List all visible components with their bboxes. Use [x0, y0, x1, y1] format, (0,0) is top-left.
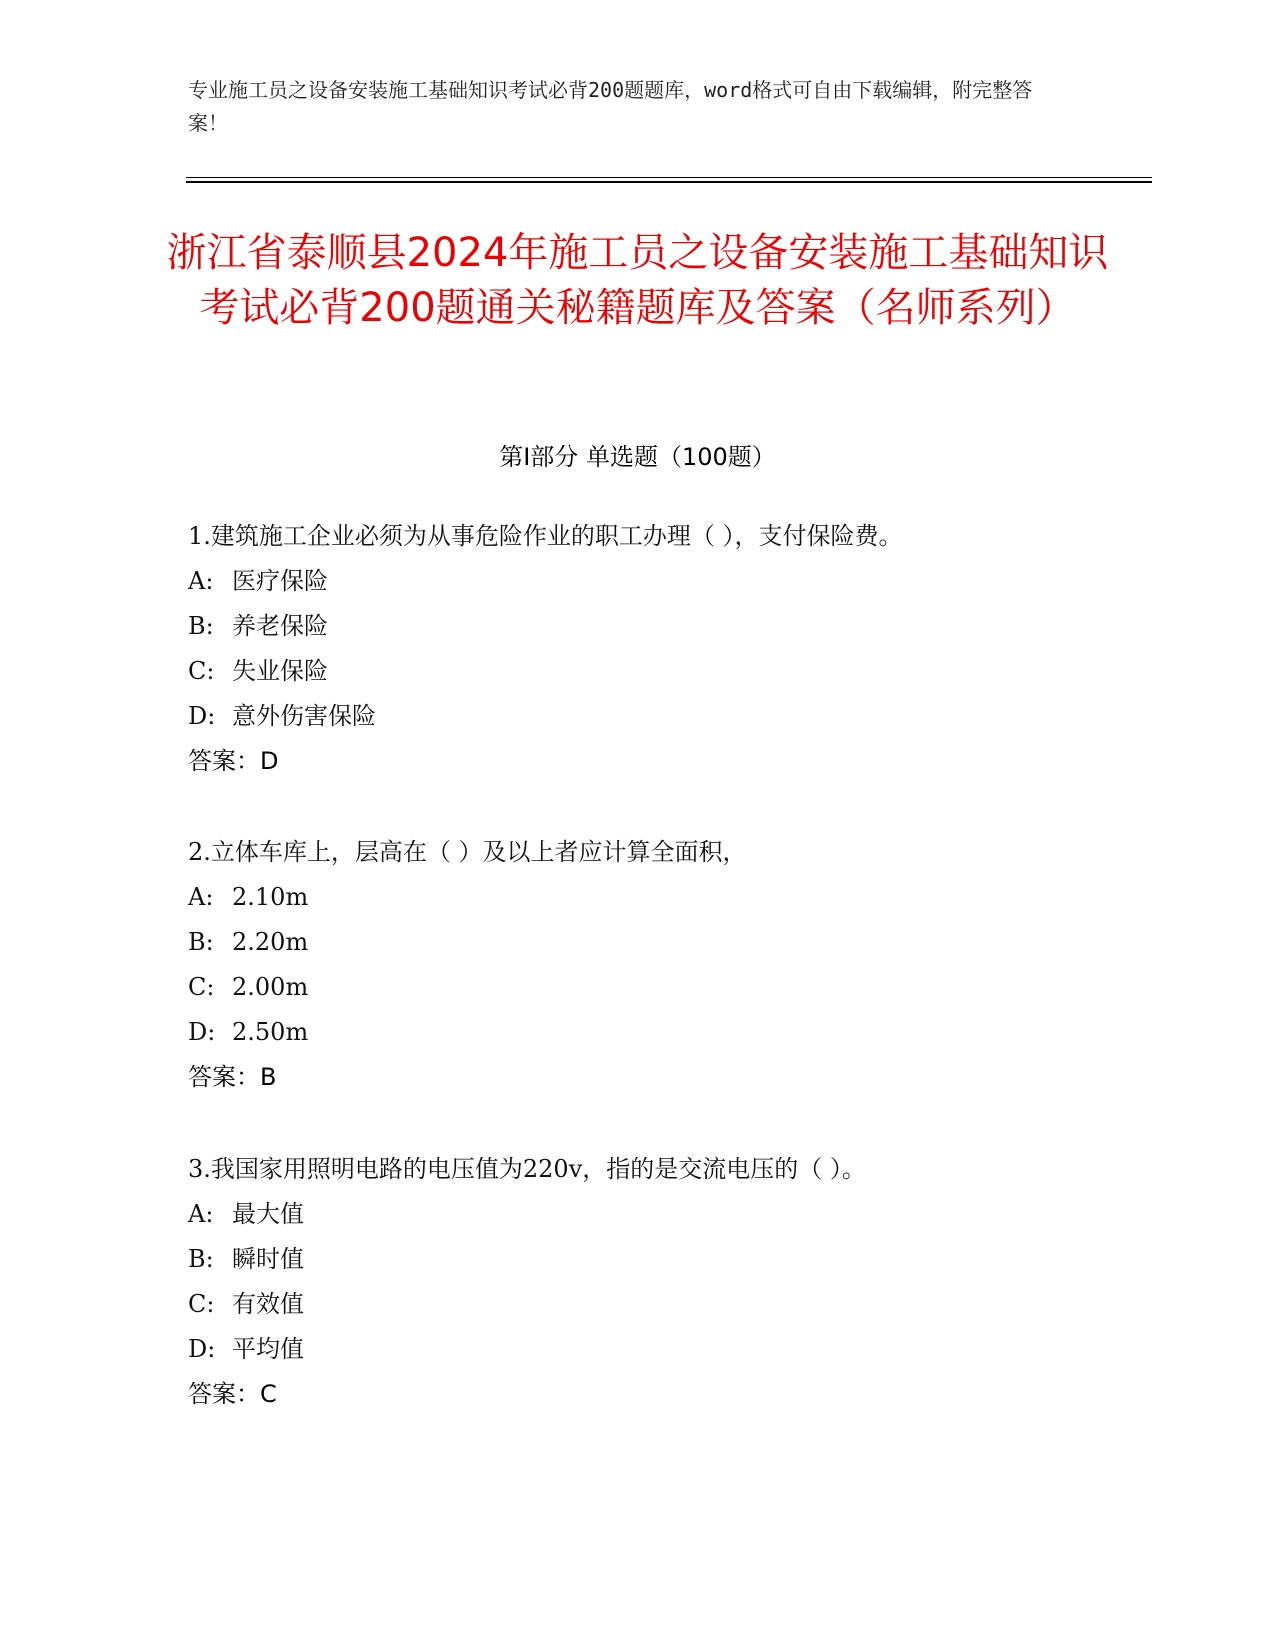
option-text: 平均值	[232, 1335, 304, 1363]
option-b	[188, 1237, 1148, 1282]
header-note: 专业施工员之设备安装施工基础知识考试必背200题题库，word格式可自由下载编辑，附完整答案！	[188, 78, 1033, 135]
option-b	[188, 920, 1148, 965]
option-d	[188, 694, 1148, 739]
answer-value: B	[260, 1063, 277, 1091]
answer-line	[188, 739, 1148, 784]
option-a	[188, 875, 1148, 920]
option-key: D:	[188, 702, 216, 730]
option-text: 2.00m	[232, 973, 309, 1001]
answer-line	[188, 1372, 1148, 1417]
option-text: 失业保险	[232, 657, 328, 685]
option-text: 瞬时值	[232, 1245, 304, 1273]
option-text: 医疗保险	[232, 567, 328, 595]
option-a	[188, 559, 1148, 604]
option-key: C:	[188, 1290, 215, 1318]
question-2	[188, 830, 1148, 1100]
option-key: C:	[188, 657, 215, 685]
option-c	[188, 649, 1148, 694]
option-text: 养老保险	[232, 612, 328, 640]
option-c	[188, 965, 1148, 1010]
answer-value: C	[260, 1380, 277, 1408]
option-key: B:	[188, 612, 214, 640]
option-text: 2.20m	[232, 928, 309, 956]
section-heading: 第Ⅰ部分 单选题（100题）	[499, 443, 776, 471]
answer-label: 答案：	[188, 747, 260, 775]
option-text: 2.50m	[232, 1018, 309, 1046]
option-text: 最大值	[232, 1200, 304, 1228]
option-a	[188, 1192, 1148, 1237]
option-key: B:	[188, 1245, 214, 1273]
header-rule-thick	[186, 181, 1152, 183]
option-key: B:	[188, 928, 214, 956]
option-d	[188, 1010, 1148, 1055]
option-c	[188, 1282, 1148, 1327]
question-1	[188, 514, 1148, 784]
question-stem: 2.立体车库上，层高在（ ）及以上者应计算全面积，	[188, 838, 747, 866]
header-rule-thin	[186, 177, 1152, 178]
question-3	[188, 1147, 1148, 1417]
answer-label: 答案：	[188, 1380, 260, 1408]
option-key: A:	[188, 567, 214, 595]
option-key: A:	[188, 883, 214, 911]
option-b	[188, 604, 1148, 649]
option-text: 意外伤害保险	[232, 702, 376, 730]
answer-label: 答案：	[188, 1063, 260, 1091]
option-key: D:	[188, 1335, 216, 1363]
document-title: 浙江省泰顺县2024年施工员之设备安装施工基础知识考试必背200题通关秘籍题库及答案（名师系列）	[166, 230, 1109, 331]
question-stem: 1.建筑施工企业必须为从事危险作业的职工办理（ ），支付保险费。	[188, 522, 903, 550]
answer-value: D	[260, 747, 279, 775]
option-text: 有效值	[232, 1290, 304, 1318]
option-key: D:	[188, 1018, 216, 1046]
answer-line	[188, 1055, 1148, 1100]
option-d	[188, 1327, 1148, 1372]
option-key: C:	[188, 973, 215, 1001]
question-stem: 3.我国家用照明电路的电压值为220v，指的是交流电压的（ ）。	[188, 1155, 866, 1183]
option-text: 2.10m	[232, 883, 309, 911]
option-key: A:	[188, 1200, 214, 1228]
